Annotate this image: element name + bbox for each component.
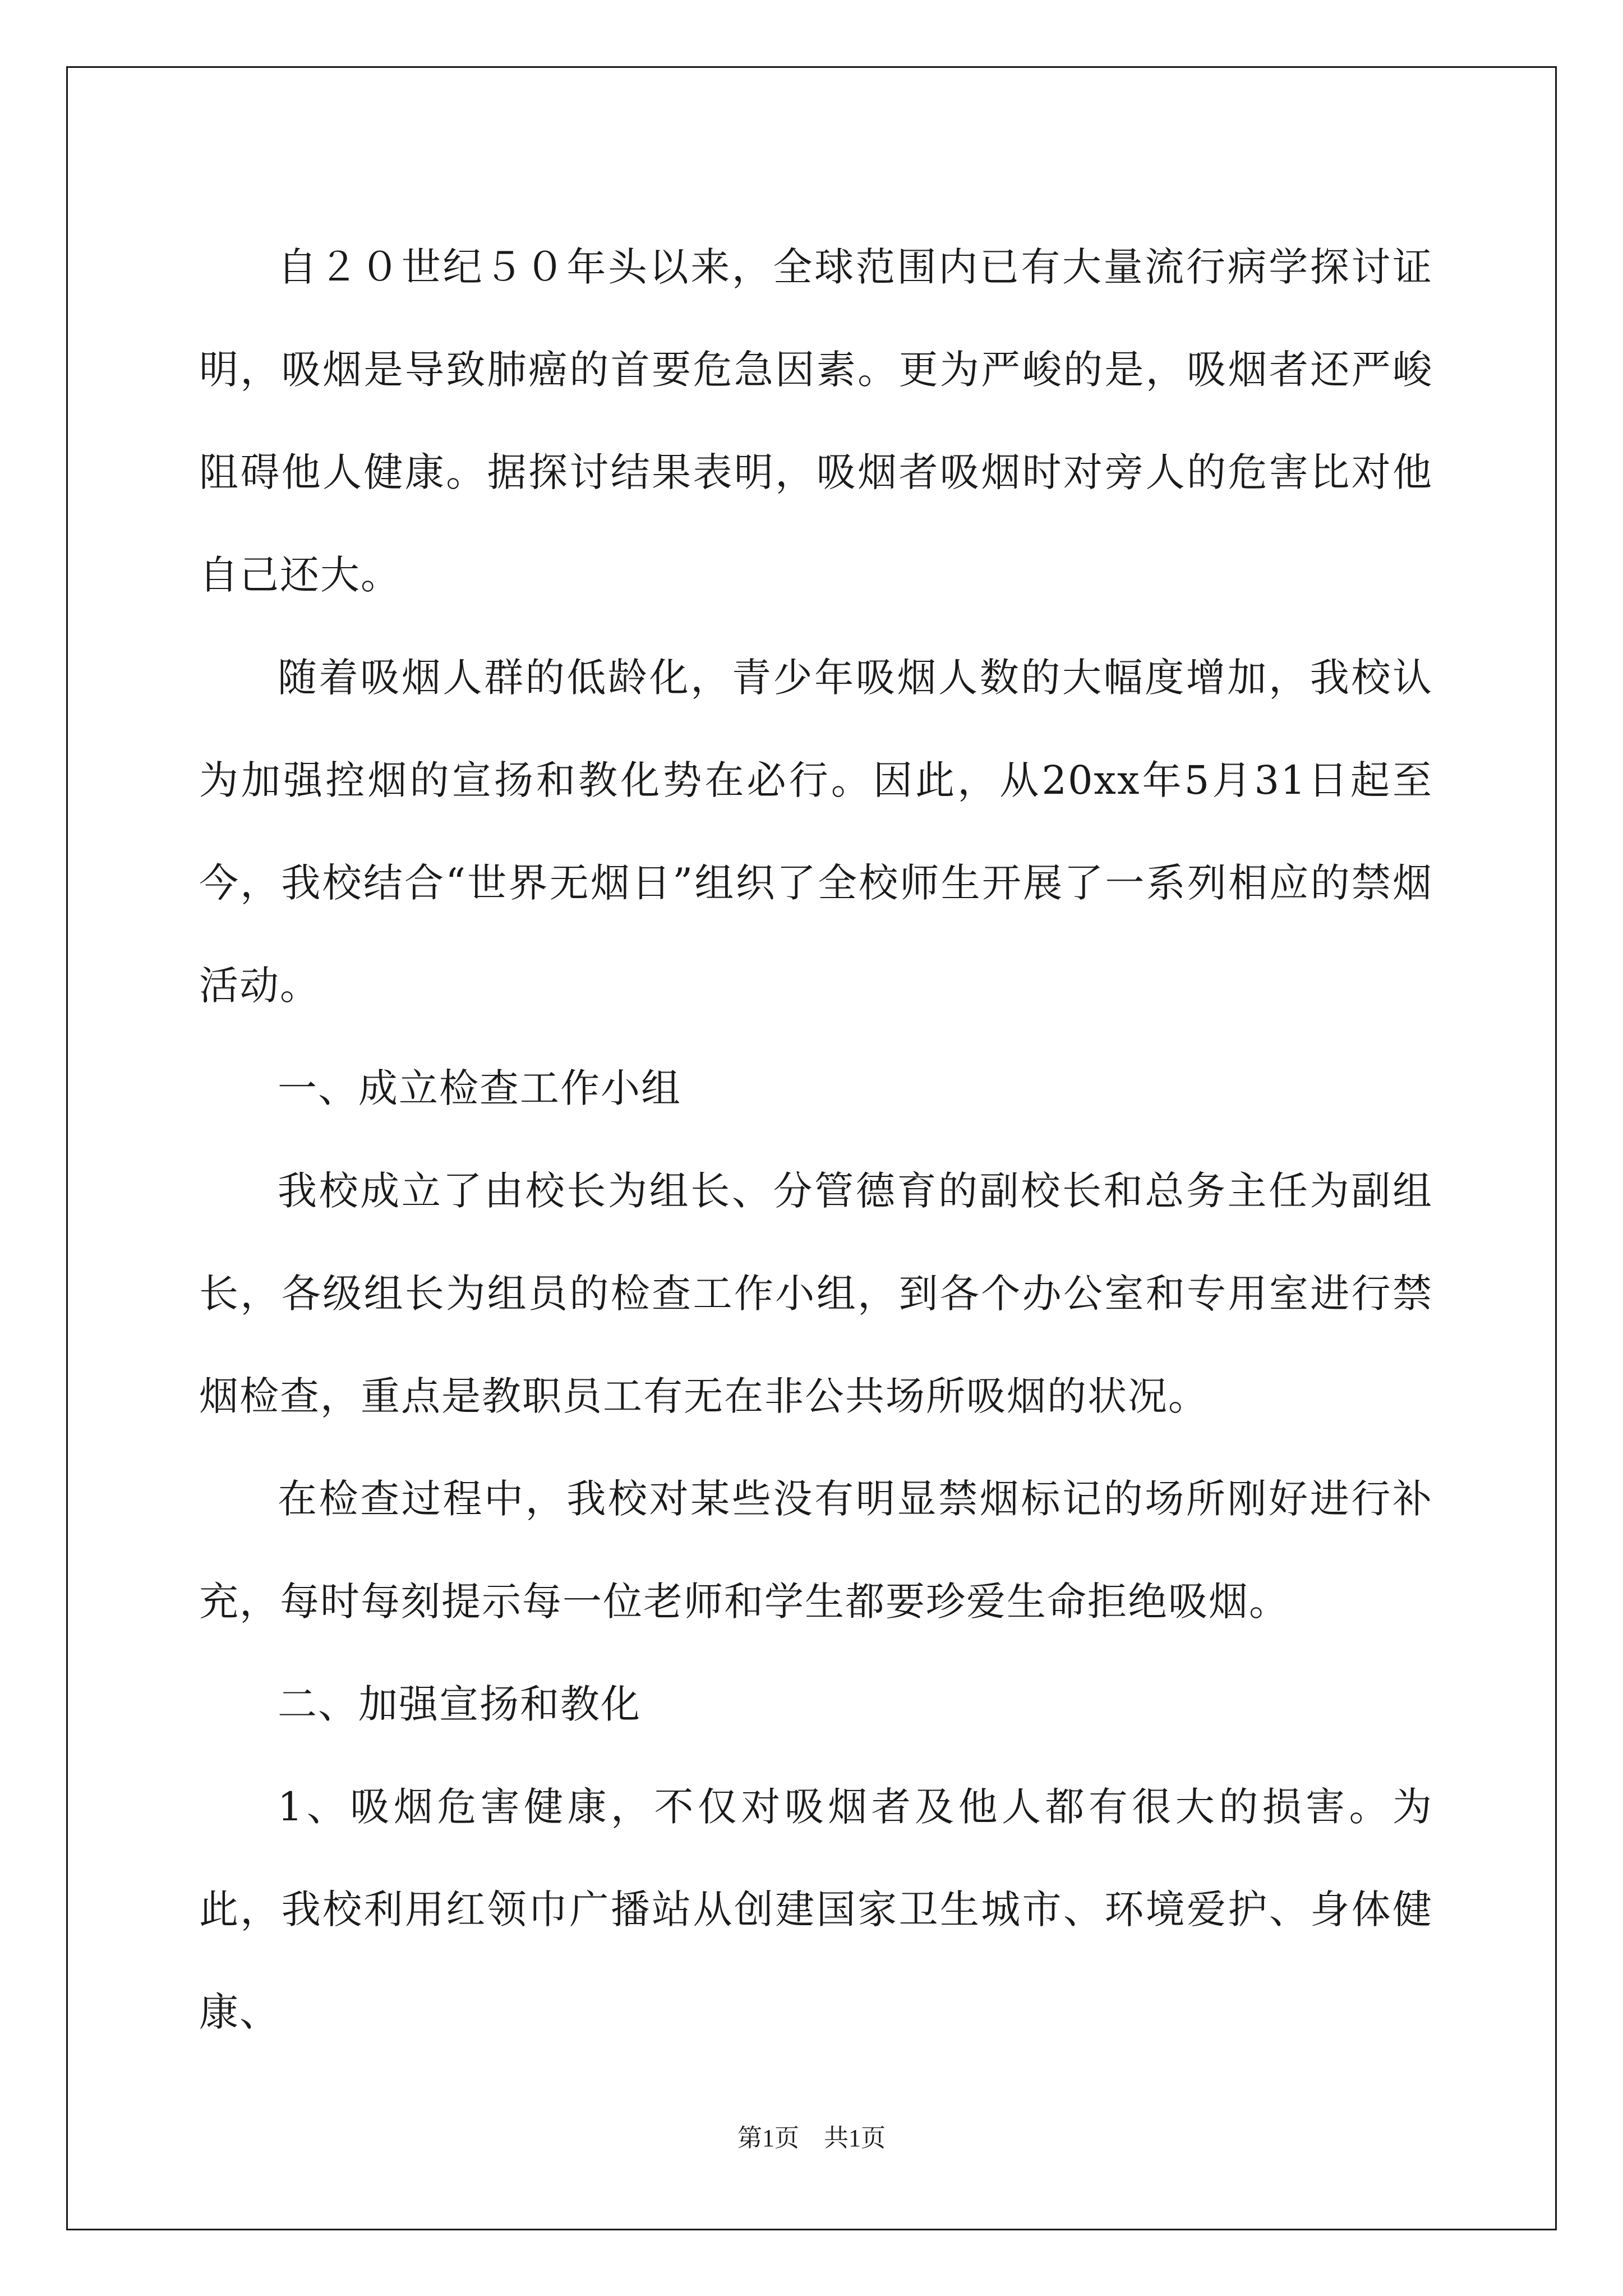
page-number: 第1页 bbox=[737, 2124, 799, 2152]
document-body bbox=[199, 216, 1433, 2064]
paragraph-inspection-process: 在检查过程中，我校对某些没有明显禁烟标记的场所刚好进行补充，每时每刻提示每一位老师和学生都要珍爱生命拒绝吸烟。 bbox=[199, 1476, 1433, 1625]
paragraph-intro: 自２０世纪５０年头以来，全球范围内已有大量流行病学探讨证明，吸烟是导致肺癌的首要危急因素。更为严峻的是，吸烟者还严峻阻碍他人健康。据探讨结果表明，吸烟者吸烟时对旁人的危害比对他自己还大。 bbox=[199, 244, 1433, 598]
section-heading-2: 二、加强宣扬和教化 bbox=[278, 1681, 641, 1727]
paragraph-publicity: 1、吸烟危害健康，不仅对吸烟者及他人都有很大的损害。为此，我校利用红领巾广播站从创建国家卫生城市、环境爱护、身体健康、 bbox=[199, 1784, 1433, 2035]
section-heading-1: 一、成立检查工作小组 bbox=[278, 1065, 681, 1111]
page-total: 共1页 bbox=[824, 2124, 886, 2152]
paragraph-inspection-team: 我校成立了由校长为组长、分管德育的副校长和总务主任为副组长，各级组长为组员的检查工作小组，到各个办公室和专用室进行禁烟检查，重点是教职员工有无在非公共场所吸烟的状况。 bbox=[199, 1168, 1433, 1419]
page-footer bbox=[0, 2118, 1623, 2154]
paragraph-background: 随着吸烟人群的低龄化，青少年吸烟人数的大幅度增加，我校认为加强控烟的宣扬和教化势在必行。因此，从20xx年5月31日起至今，我校结合“世界无烟日”组织了全校师生开展了一系列相应的禁烟活动。 bbox=[199, 655, 1433, 1009]
